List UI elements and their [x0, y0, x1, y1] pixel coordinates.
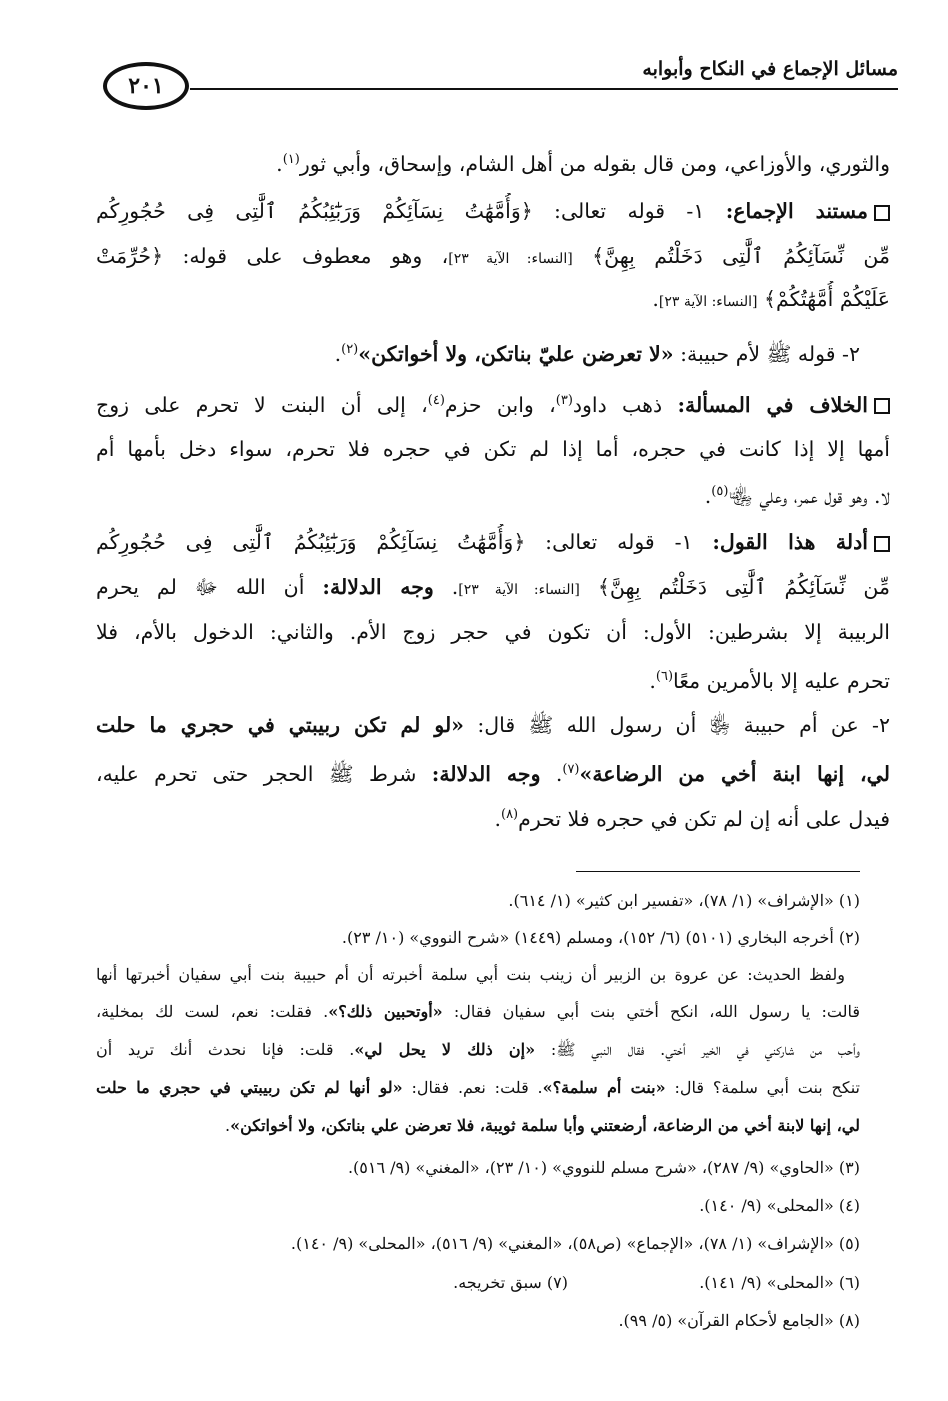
- quran-verse: مِّن نِّسَآئِكُمُ ٱلَّٰتِى دَخَلْتُم بِهِنَّ﴾: [592, 244, 890, 268]
- section-heading: أدلة هذا القول:: [712, 530, 868, 554]
- footnote-marker: (٦): [655, 669, 674, 684]
- text: . قلت: نعم. فقال:: [411, 1078, 543, 1097]
- footnote-2-text: [96, 999, 860, 1025]
- text: فيدل على أنه إن لم تكن في حجره فلا تحرم: [518, 806, 890, 831]
- footnote-2: (٢) أخرجه البخاري (٥١٠١) (٦/ ١٥٢)، ومسلم (١٤٤٩) «شرح النووي» (١٠/ ٢٣).: [341, 928, 860, 947]
- text: ، إلى أن البنت لا تحرم على زوج: [96, 392, 428, 417]
- text: لا. وهو قول عمر، وعلي ﵄: [728, 483, 890, 508]
- body-line-2: [96, 193, 890, 229]
- body-line-15: [96, 797, 890, 837]
- text: ، وهو معطوف على قوله: ﴿حُرِّمَتْ: [96, 244, 449, 268]
- body-line-4: [96, 281, 890, 320]
- text: .: [494, 806, 501, 831]
- section-heading: الخلاف في المسألة:: [677, 392, 868, 417]
- body-line-8: [96, 474, 890, 514]
- body-line-1: [96, 142, 890, 182]
- verse-reference: [النساء: الآية ٢٣]: [448, 251, 573, 267]
- inline-heading: وجه الدلالة:: [431, 761, 541, 786]
- body-line-10: مِّن نِّسَآئِكُمُ ٱلَّٰتِى دَخَلْتُم بِهِنَّ﴾ [النساء: الآية ٢٣]. وجه الدلالة: أن الله ﷻ لم يحرم: [96, 575, 890, 599]
- text: ٢- قوله ﷺ لأم حبيبة:: [680, 341, 860, 366]
- text: .: [704, 483, 712, 508]
- text: .: [652, 287, 659, 311]
- text: .: [334, 341, 342, 366]
- hadith-quote: «أوتحبين ذلك؟»: [328, 1002, 443, 1021]
- running-header-title: مسائل الإجماع في النكاح وأبوابه: [642, 58, 898, 80]
- text: أن الله ﷻ لم يحرم: [96, 575, 305, 599]
- text: . قلت: فإنا نحدث أنك تريد أن: [96, 1040, 355, 1059]
- hadith-quote: «إن ذلك لا يحل لي»: [354, 1040, 536, 1059]
- inline-heading: وجه الدلالة:: [322, 575, 434, 599]
- verse-reference: [النساء: الآية ٢٣]: [458, 582, 580, 598]
- footnote-marker: (٤): [427, 393, 445, 408]
- footnote-2-text: ولفظ الحديث: عن عروة بن الزبير أن زينب بنت أبي سلمة أخبرته أن أم حبيبة بنت أبي سفيان أخبرتها أنها: [96, 965, 845, 984]
- body-line-13: [96, 707, 890, 743]
- footnote-4: (٤) «المحلى» (٩/ ١٤٠).: [699, 1196, 860, 1215]
- text: ٢- عن أم حبيبة ﵂ أن رسول الله ﷺ قال:: [477, 713, 890, 737]
- footnote-7: (٧) سبق تخريجه.: [453, 1273, 568, 1292]
- hadith-quote: «بنت أم سلمة؟»: [542, 1078, 666, 1097]
- text: .: [649, 668, 656, 693]
- quran-verse: مِّن نِّسَآئِكُمُ ٱلَّٰتِى دَخَلْتُم بِهِنَّ﴾: [597, 575, 890, 599]
- footnote-2-text: [96, 1075, 860, 1101]
- text: ذهب داود: [572, 392, 663, 417]
- text: ١- قوله تعالى: ﴿وَأُمَّهَٰتُ نِسَآئِكُمْ وَرَبَٰٓئِبُكُمُ ٱلَّٰتِى فِى حُجُورِكُم: [96, 199, 705, 223]
- text: والثوري، والأوزاعي، ومن قال بقوله من أهل الشام، وإسحاق، وأبي ثور: [299, 151, 890, 176]
- body-line-7: [96, 431, 890, 467]
- footnote-2-text: [96, 1037, 860, 1063]
- body-line-14: لي، إنها ابنة أخي من الرضاعة»$^{(٧)}$. وجه الدلالة: شرط ﷺ الحجر حتى تحرم عليه،: [96, 761, 890, 786]
- verse-reference: [النساء: الآية ٢٣]: [658, 294, 758, 310]
- footnote-marker: (٣): [555, 393, 573, 408]
- text: قالت: يا رسول الله، انكح أختي بنت أبي سفيان فقال:: [453, 1002, 860, 1021]
- hadith-quote: لي، إنها لابنة أخي من الرضاعة، أرضعتني وأبا سلمة ثويبة، فلا تعرضن علي بناتكن، ولا أخواتكن»: [230, 1116, 860, 1135]
- footnote-marker: (٢): [341, 342, 359, 357]
- footnote-5: (٥) «الإشراف» (١/ ٧٨)، «الإجماع» (ص٥٨)، «المغني» (٩/ ٥١٦)، «المحلى» (٩/ ١٤٠).: [290, 1234, 860, 1253]
- text: تنكح بنت أبي سلمة؟ قال:: [674, 1078, 860, 1097]
- body-line-12: [96, 659, 890, 699]
- page-number: ٢٠١: [128, 73, 164, 99]
- footnote-6: (٦) «المحلى» (٩/ ١٤١).: [699, 1273, 860, 1292]
- header-rule: [190, 88, 898, 90]
- text: الربيبة إلا بشرطين: الأول: أن تكون في حجر زوج الأم. والثاني: الدخول بالأم، فلا: [96, 620, 890, 644]
- hadith-quote: «لو لم تكن ربيبتي في حجري ما حلت: [96, 713, 464, 737]
- text: .: [276, 151, 283, 176]
- section-heading: مستند الإجماع:: [725, 199, 868, 223]
- footnote-3: (٣) «الحاوي» (٩/ ٢٨٧)، «شرح مسلم للنووي» (١٠/ ٢٣)، «المغني» (٩/ ٥١٦).: [347, 1158, 860, 1177]
- footnote-1: (١) «الإشراف» (١/ ٧٨)، «تفسير ابن كثير» (١/ ٦١٤).: [508, 891, 860, 910]
- text: . فقلت: نعم، لست لك بمخلية،: [96, 1002, 329, 1021]
- quran-verse: عَلَيْكُمْ أُمَّهَٰتُكُمْ﴾: [764, 287, 890, 311]
- hadith-quote: «لو أنها لم تكن ربيبتي في حجري ما حلت: [96, 1078, 403, 1097]
- section-box-icon: [874, 205, 890, 221]
- footnote-8: (٨) «الجامع لأحكام القرآن» (٥/ ٩٩).: [618, 1311, 860, 1330]
- footnote-marker: (٥): [711, 484, 729, 499]
- text: وأحب من شاركني في الخير أختي. فقال النبي ﷺ:: [550, 1040, 860, 1059]
- footnote-separator: [576, 871, 860, 872]
- text: .: [224, 1116, 231, 1135]
- body-line-3: [96, 238, 890, 277]
- text: أمها إلا إذا كانت في حجره، أما إذا لم تكن في حجره فلا تحرم، سواء دخل بأمها أم: [96, 437, 890, 461]
- text: شرط ﷺ الحجر حتى تحرم عليه،: [96, 761, 417, 786]
- text: ، وابن حزم: [444, 392, 556, 417]
- hadith-quote: «لا تعرضن عليّ بناتكن، ولا أخواتكن»: [358, 341, 674, 366]
- body-line-9: [96, 524, 890, 560]
- footnote-2-text: [96, 1113, 860, 1139]
- body-line-11: [96, 614, 890, 650]
- section-box-icon: [874, 536, 890, 552]
- body-line-5: [96, 332, 860, 372]
- text: تحرم عليه إلا بالأمرين معًا: [673, 668, 890, 693]
- section-box-icon: [874, 398, 890, 414]
- footnote-marker: (١): [282, 152, 300, 167]
- hadith-quote: لي، إنها ابنة أخي من الرضاعة»: [579, 761, 890, 786]
- footnote-marker: (٧): [562, 762, 580, 777]
- footnote-marker: (٨): [500, 807, 519, 822]
- text: ١- قوله تعالى: ﴿وَأُمَّهَٰتُ نِسَآئِكُمْ وَرَبَٰٓئِبُكُمُ ٱلَّٰتِى فِى حُجُورِكُم: [96, 530, 693, 554]
- body-line-6: [96, 383, 890, 423]
